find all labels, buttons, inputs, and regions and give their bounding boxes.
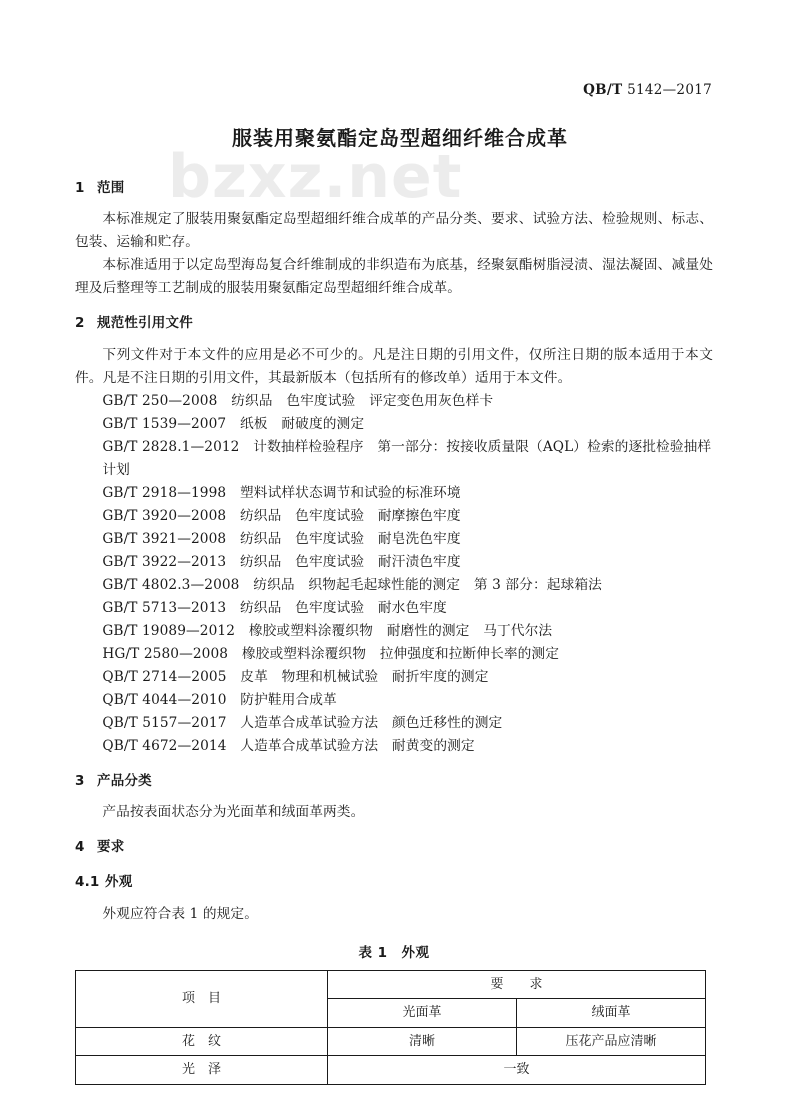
standard-number-rest: 5142—2017 bbox=[622, 82, 712, 98]
list-item bbox=[75, 505, 713, 528]
table-header-smooth-leather: 光面革 bbox=[328, 999, 517, 1028]
section-1-paragraph-1: 本标准规定了服装用聚氨酯定岛型超细纤维合成革的产品分类、要求、试验方法、检验规则、标志、包装、运输和贮存。 bbox=[75, 211, 713, 251]
table-header-requirement: 要 求 bbox=[328, 970, 706, 999]
standard-number-header bbox=[583, 82, 712, 98]
reference-text: GB/T 1539—2007 纸板 耐破度的测定 bbox=[102, 415, 365, 432]
reference-text: GB/T 250—2008 纺织品 色牢度试验 评定变色用灰色样卡 bbox=[102, 392, 494, 409]
section-1-paragraph-2: 本标准适用于以定岛型海岛复合纤维制成的非织造布为底基，经聚氨酯树脂浸渍、湿法凝固、减量处理及后整理等工艺制成的服装用聚氨酯定岛型超细纤维合成革。 bbox=[75, 257, 713, 297]
reference-text: GB/T 19089—2012 橡胶或塑料涂覆织物 耐磨性的测定 马丁代尔法 bbox=[102, 622, 553, 639]
list-item bbox=[75, 574, 713, 597]
section-number-2: 2 bbox=[75, 315, 85, 332]
list-item bbox=[75, 390, 713, 413]
section-heading-1 bbox=[75, 178, 713, 198]
table-header-suede-leather: 绒面革 bbox=[517, 999, 706, 1028]
reference-text: GB/T 5713—2013 纺织品 色牢度试验 耐水色牢度 bbox=[102, 599, 447, 616]
section-number-3: 3 bbox=[75, 772, 85, 789]
standard-number-prefix: QB/T bbox=[583, 82, 623, 98]
list-item bbox=[75, 712, 713, 735]
reference-text: GB/T 2828.1—2012 计数抽样检验程序 第一部分：按接收质量限（AQL）检索的逐批检验抽样计划 bbox=[102, 438, 712, 478]
list-item bbox=[75, 436, 713, 482]
table-appearance-requirements bbox=[75, 970, 706, 1085]
section-3-paragraph-1: 产品按表面状态分为光面革和绒面革两类。 bbox=[102, 804, 365, 821]
list-item bbox=[75, 643, 713, 666]
table-header-item: 项 目 bbox=[76, 970, 328, 1027]
section-title-4-1: 外观 bbox=[105, 874, 133, 891]
table-cell-item: 花 纹 bbox=[76, 1027, 328, 1056]
page-title: 服装用聚氨酯定岛型超细纤维合成革 bbox=[232, 126, 568, 150]
section-number-4-1: 4.1 bbox=[75, 874, 100, 891]
document-body bbox=[75, 178, 713, 1085]
list-item bbox=[75, 482, 713, 505]
list-item bbox=[75, 735, 713, 758]
reference-text: QB/T 5157—2017 人造革合成革试验方法 颜色迁移性的测定 bbox=[102, 714, 503, 731]
table-1-caption: 表 1 外观 bbox=[358, 944, 430, 961]
section-title-2: 规范性引用文件 bbox=[97, 315, 193, 332]
section-heading-3 bbox=[75, 771, 713, 791]
section-4-1-paragraph-1: 外观应符合表 1 的规定。 bbox=[102, 905, 258, 922]
reference-text: GB/T 4802.3—2008 纺织品 织物起毛起球性能的测定 第 3 部分：起球箱法 bbox=[102, 576, 602, 593]
table-row bbox=[76, 1056, 706, 1085]
reference-text: QB/T 2714—2005 皮革 物理和机械试验 耐折牢度的测定 bbox=[102, 668, 489, 685]
list-item bbox=[75, 689, 713, 712]
table-cell-value-smooth: 清晰 bbox=[328, 1027, 517, 1056]
list-item bbox=[75, 528, 713, 551]
section-2-paragraph-1: 下列文件对于本文件的应用是必不可少的。凡是注日期的引用文件，仅所注日期的版本适用于本文件。凡是不注日期的引用文件，其最新版本（包括所有的修改单）适用于本文件。 bbox=[75, 346, 713, 386]
table-row bbox=[76, 1027, 706, 1056]
table-cell-item: 光 泽 bbox=[76, 1056, 328, 1085]
list-item bbox=[75, 597, 713, 620]
section-title-4: 要求 bbox=[97, 839, 125, 856]
section-number-4: 4 bbox=[75, 839, 85, 856]
list-item bbox=[75, 620, 713, 643]
section-title-1: 范围 bbox=[97, 180, 125, 196]
reference-text: QB/T 4672—2014 人造革合成革试验方法 耐黄变的测定 bbox=[102, 737, 475, 754]
normative-references-list bbox=[75, 390, 713, 758]
reference-text: GB/T 3922—2013 纺织品 色牢度试验 耐汗渍色牢度 bbox=[102, 553, 461, 570]
section-number-1: 1 bbox=[75, 180, 85, 196]
table-cell-value-merged: 一致 bbox=[328, 1056, 706, 1085]
table-cell-value-suede: 压花产品应清晰 bbox=[517, 1027, 706, 1056]
list-item bbox=[75, 413, 713, 436]
section-heading-4 bbox=[75, 837, 713, 857]
table-header-row-1 bbox=[76, 970, 706, 999]
reference-text: GB/T 3920—2008 纺织品 色牢度试验 耐摩擦色牢度 bbox=[102, 507, 461, 524]
list-item bbox=[75, 666, 713, 689]
reference-text: HG/T 2580—2008 橡胶或塑料涂覆织物 拉伸强度和拉断伸长率的测定 bbox=[102, 645, 560, 662]
section-title-3: 产品分类 bbox=[97, 772, 152, 789]
reference-text: QB/T 4044—2010 防护鞋用合成革 bbox=[102, 691, 337, 708]
section-heading-2 bbox=[75, 313, 713, 333]
reference-text: GB/T 3921—2008 纺织品 色牢度试验 耐皂洗色牢度 bbox=[102, 530, 461, 547]
reference-text: GB/T 2918—1998 塑料试样状态调节和试验的标准环境 bbox=[102, 484, 461, 501]
list-item bbox=[75, 551, 713, 574]
section-heading-4-1 bbox=[75, 872, 713, 892]
watermark-text: bzxz.net bbox=[168, 142, 463, 212]
